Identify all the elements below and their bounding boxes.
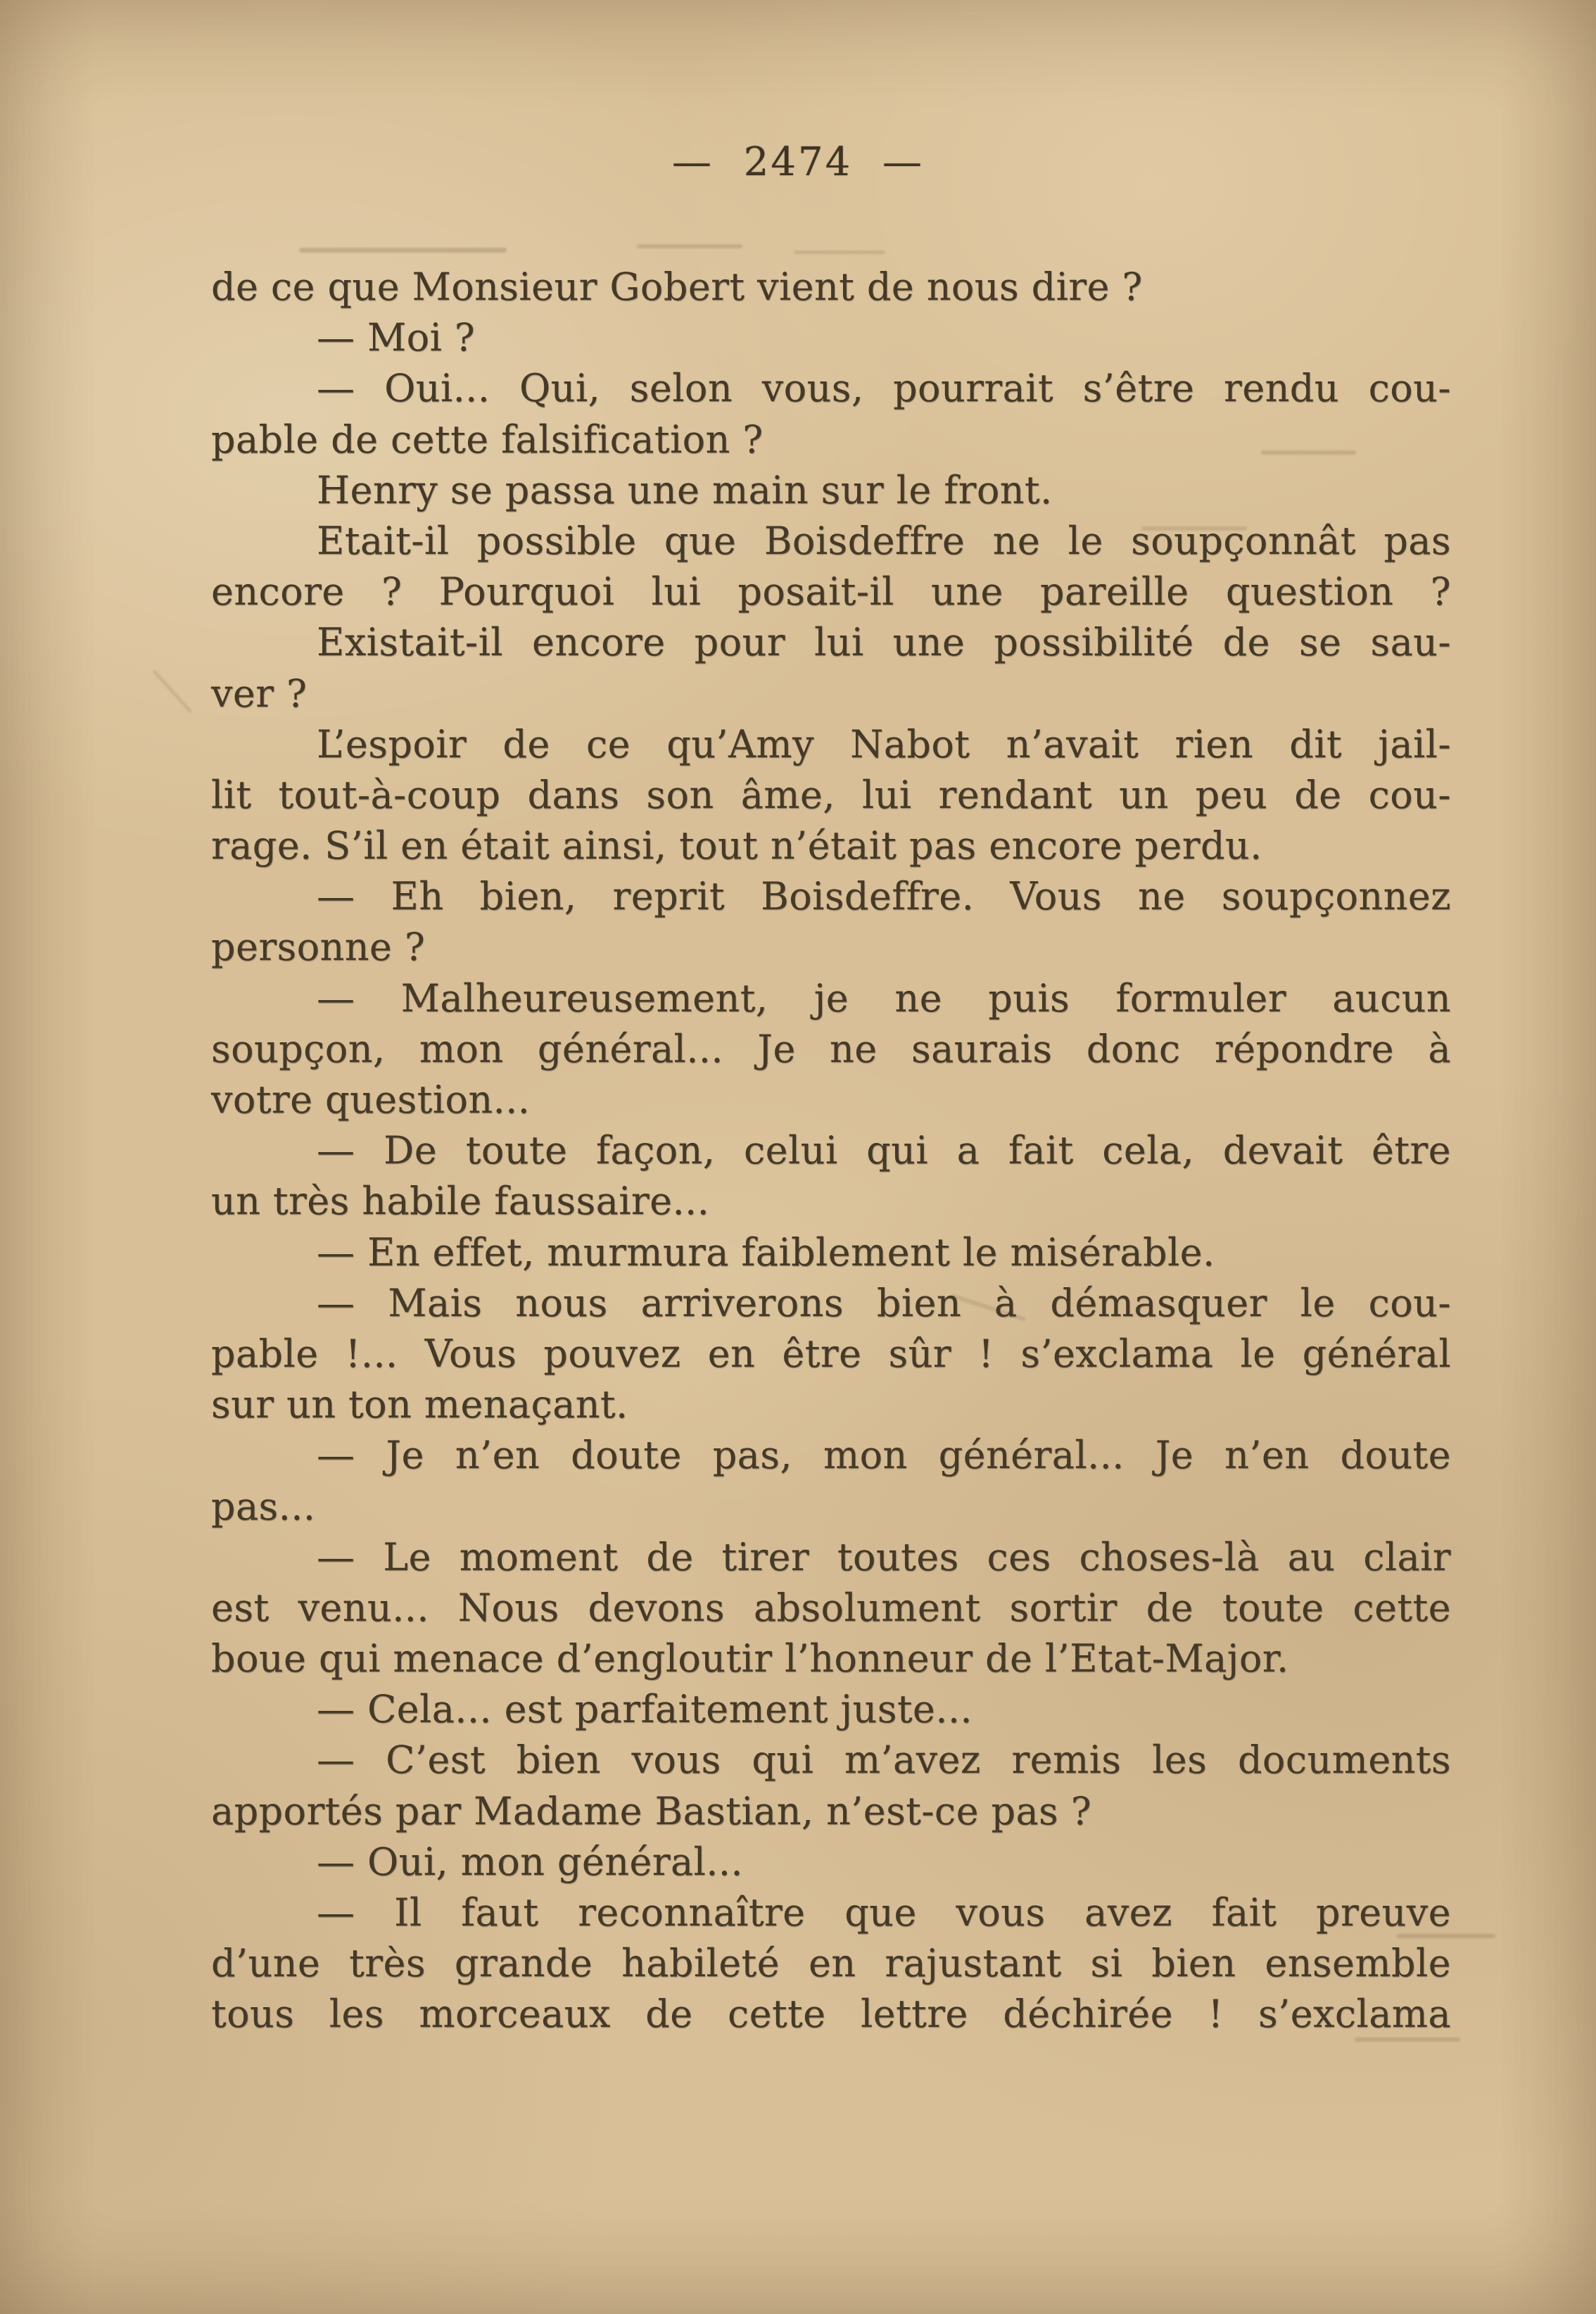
text-line: pas...: [211, 1484, 316, 1529]
text-line: — C’est bien vous qui m’avez remis les documents: [317, 1738, 1451, 1783]
page-text: [211, 262, 1451, 2040]
text-line: soupçon, mon général... Je ne saurais donc répondre à: [211, 1026, 1451, 1071]
text-line: ver ?: [211, 671, 308, 716]
text-line: Etait-il possible que Boisdeffre ne le soupçonnât pas: [317, 518, 1451, 563]
text-line: — Mais nous arriverons bien à démasquer le cou-: [317, 1280, 1451, 1325]
text-line: tous les morceaux de cette lettre déchirée ! s’exclama: [211, 1992, 1451, 2037]
text-line: pable !... Vous pouvez en être sûr ! s’exclama le général: [211, 1331, 1451, 1376]
text-line: encore ? Pourquoi lui posait-il une pareille question ?: [211, 569, 1451, 614]
text-line: — Oui, mon général...: [317, 1839, 743, 1884]
text-line: votre question...: [211, 1077, 531, 1122]
text-line: apportés par Madame Bastian, n’est-ce pas ?: [211, 1788, 1092, 1833]
text-line: Existait-il encore pour lui une possibilité de se sau-: [317, 620, 1451, 665]
text-line: pable de cette falsification ?: [211, 417, 764, 462]
text-line: — Moi ?: [317, 315, 476, 360]
text-line: personne ?: [211, 925, 426, 970]
text-line: de ce que Monsieur Gobert vient de nous dire ?: [211, 265, 1143, 309]
scan-artifact: [637, 244, 742, 248]
text-line: — Il faut reconnaître que vous avez fait preuve: [317, 1890, 1451, 1935]
text-line: — Eh bien, reprit Boisdeffre. Vous ne soupçonnez: [317, 874, 1451, 919]
text-line: boue qui menace d’engloutir l’honneur de l’Etat-Major.: [211, 1636, 1289, 1681]
text-line: sur un ton menaçant.: [211, 1382, 628, 1427]
text-line: rage. S’il en était ainsi, tout n’était pas encore perdu.: [211, 823, 1262, 868]
text-line: lit tout-à-coup dans son âme, lui rendant un peu de cou-: [211, 772, 1451, 817]
text-line: — Malheureusement, je ne puis formuler aucun: [317, 975, 1451, 1020]
text-line: est venu... Nous devons absolument sortir de toute cette: [211, 1585, 1451, 1630]
scan-artifact: [152, 669, 192, 714]
text-line: Henry se passa une main sur le front.: [317, 467, 1053, 512]
text-line: — De toute façon, celui qui a fait cela, devait être: [317, 1128, 1451, 1173]
text-line: L’espoir de ce qu’Amy Nabot n’avait rien dit jail-: [317, 721, 1451, 766]
page-number: — 2474 —: [671, 139, 925, 185]
text-line: — Le moment de tirer toutes ces choses-là au clair: [317, 1534, 1451, 1579]
text-line: — En effet, murmura faiblement le misérable.: [317, 1229, 1215, 1275]
text-line: — Oui... Qui, selon vous, pourrait s’être rendu cou-: [317, 366, 1451, 411]
text-line: — Je n’en doute pas, mon général... Je n’en doute: [317, 1433, 1451, 1478]
text-line: d’une très grande habileté en rajustant si bien ensemble: [211, 1941, 1451, 1986]
text-line: un très habile faussaire...: [211, 1179, 710, 1224]
scan-artifact: [299, 248, 507, 253]
text-line: — Cela... est parfaitement juste...: [317, 1687, 973, 1732]
scan-artifact: [794, 251, 885, 254]
